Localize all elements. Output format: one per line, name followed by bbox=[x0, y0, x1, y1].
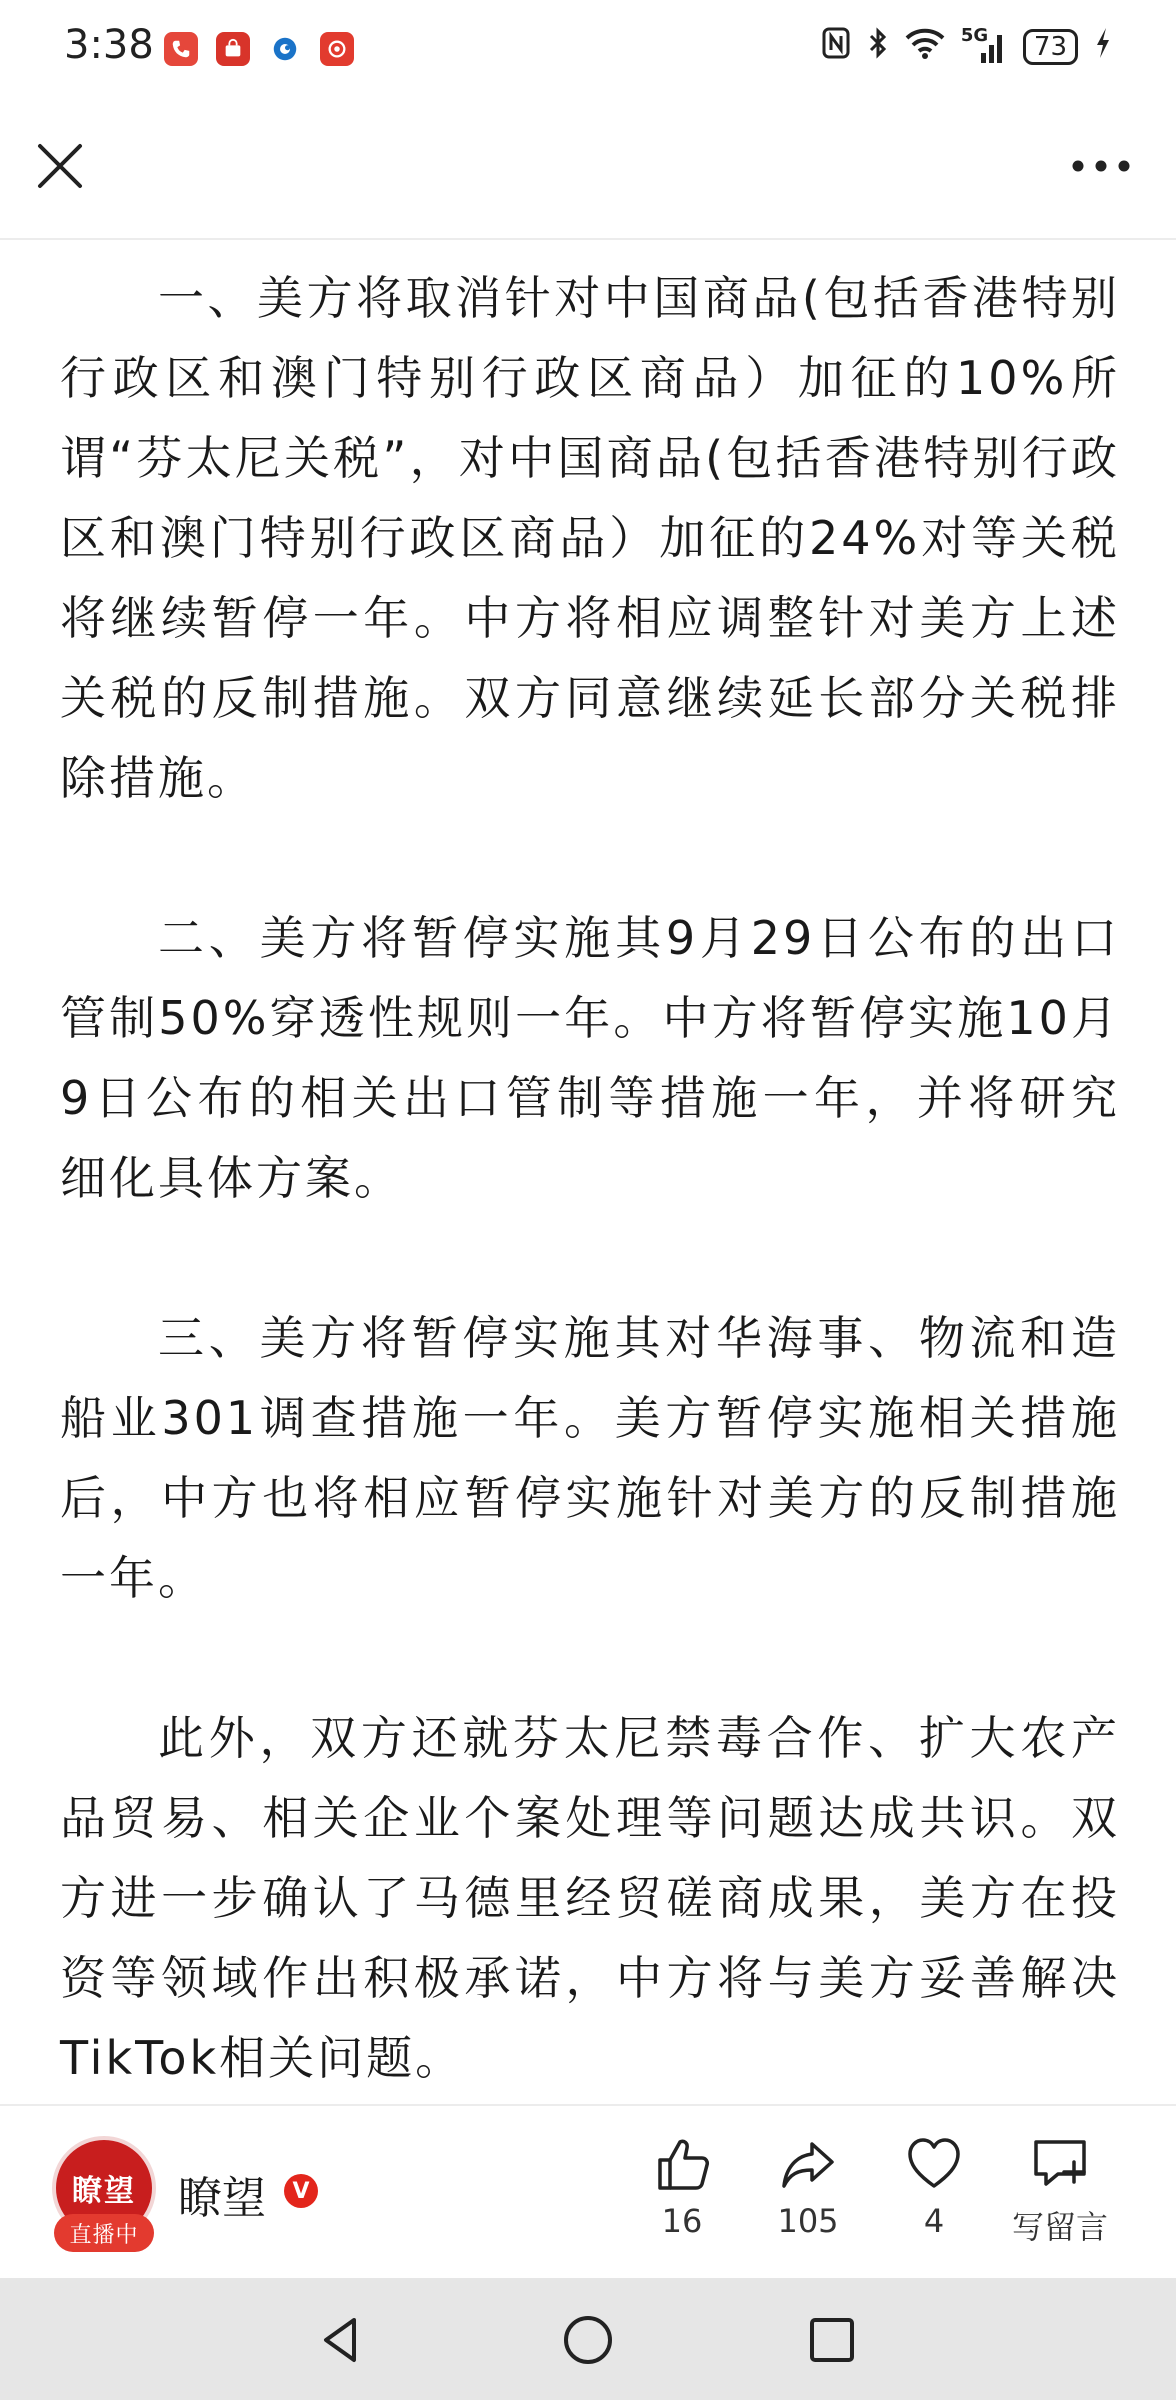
share-arrow-icon bbox=[778, 2134, 838, 2194]
favorite-button[interactable] bbox=[874, 2134, 994, 2240]
browser-app-icon bbox=[268, 32, 302, 66]
notification-icons bbox=[164, 32, 354, 66]
status-bar bbox=[0, 0, 1176, 100]
wifi-icon bbox=[905, 27, 945, 67]
system-indicators bbox=[821, 26, 1112, 68]
home-button[interactable] bbox=[556, 2308, 620, 2372]
recents-button[interactable] bbox=[800, 2308, 864, 2372]
share-count: 105 bbox=[777, 2202, 839, 2240]
share-button[interactable] bbox=[748, 2134, 868, 2240]
close-icon bbox=[30, 136, 90, 196]
verified-badge-icon: V bbox=[284, 2174, 318, 2208]
shopping-app-icon bbox=[216, 32, 250, 66]
article-paragraph: 三、美方将暂停实施其对华海事、物流和造船业301调查措施一年。美方暂停实施相关措施后，中方也将相应暂停实施针对美方的反制措施一年。 bbox=[60, 1311, 1120, 1605]
like-button[interactable] bbox=[622, 2134, 742, 2240]
account-name[interactable]: 瞭望 bbox=[178, 2173, 266, 2224]
news-app-icon bbox=[320, 32, 354, 66]
avatar-logo: 瞭望 bbox=[52, 2136, 156, 2240]
nfc-icon bbox=[821, 26, 851, 68]
heart-icon bbox=[904, 2134, 964, 2194]
more-dots-icon bbox=[1066, 136, 1136, 196]
more-options-button[interactable] bbox=[1066, 136, 1136, 196]
bluetooth-icon bbox=[867, 26, 889, 68]
thumbs-up-icon bbox=[652, 2134, 712, 2194]
recents-square-icon bbox=[800, 2308, 864, 2372]
write-comment-button[interactable] bbox=[1000, 2134, 1120, 2248]
network-type: 5G bbox=[960, 25, 989, 46]
close-button[interactable] bbox=[30, 136, 90, 196]
article-body bbox=[60, 258, 1120, 2178]
account-avatar[interactable] bbox=[48, 2136, 162, 2250]
phone-app-icon bbox=[164, 32, 198, 66]
like-count: 16 bbox=[661, 2202, 703, 2240]
write-comment-label: 写留言 bbox=[1011, 2208, 1108, 2246]
back-button[interactable] bbox=[310, 2308, 374, 2372]
article-paragraph: 二、美方将暂停实施其9月29日公布的出口管制50%穿透性规则一年。中方将暂停实施10月9日公布的相关出口管制等措施一年，并将研究细化具体方案。 bbox=[60, 911, 1120, 1205]
home-circle-icon bbox=[556, 2308, 620, 2372]
article-toolbar bbox=[0, 100, 1176, 240]
back-triangle-icon bbox=[310, 2308, 374, 2372]
signal-icon bbox=[960, 25, 1007, 65]
article-paragraph: 此外，双方还就芬太尼禁毒合作、扩大农产品贸易、相关企业个案处理等问题达成共识。双方进一步确认了马德里经贸磋商成果，美方在投资等领域作出积极承诺，中方将与美方妥善解决TikTok相关问题。 bbox=[60, 1711, 1120, 2085]
comment-plus-icon bbox=[1028, 2134, 1092, 2194]
system-navigation-bar bbox=[0, 2278, 1176, 2400]
status-time: 3:38 bbox=[64, 22, 154, 68]
favorite-count: 4 bbox=[923, 2202, 945, 2240]
live-badge: 直播中 bbox=[54, 2214, 154, 2252]
article-paragraph: 一、美方将取消针对中国商品(包括香港特别行政区和澳门特别行政区商品）加征的10%所谓“芬太尼关税”，对中国商品(包括香港特别行政区和澳门特别行政区商品）加征的24%对等关税将继续暂停一年。中方将相应调整针对美方上述关税的反制措施。双方同意继续延长部分关税排除措施。 bbox=[60, 271, 1120, 805]
battery-indicator: 73 bbox=[1023, 29, 1078, 65]
bottom-action-bar bbox=[0, 2104, 1176, 2280]
charging-icon bbox=[1094, 26, 1112, 68]
